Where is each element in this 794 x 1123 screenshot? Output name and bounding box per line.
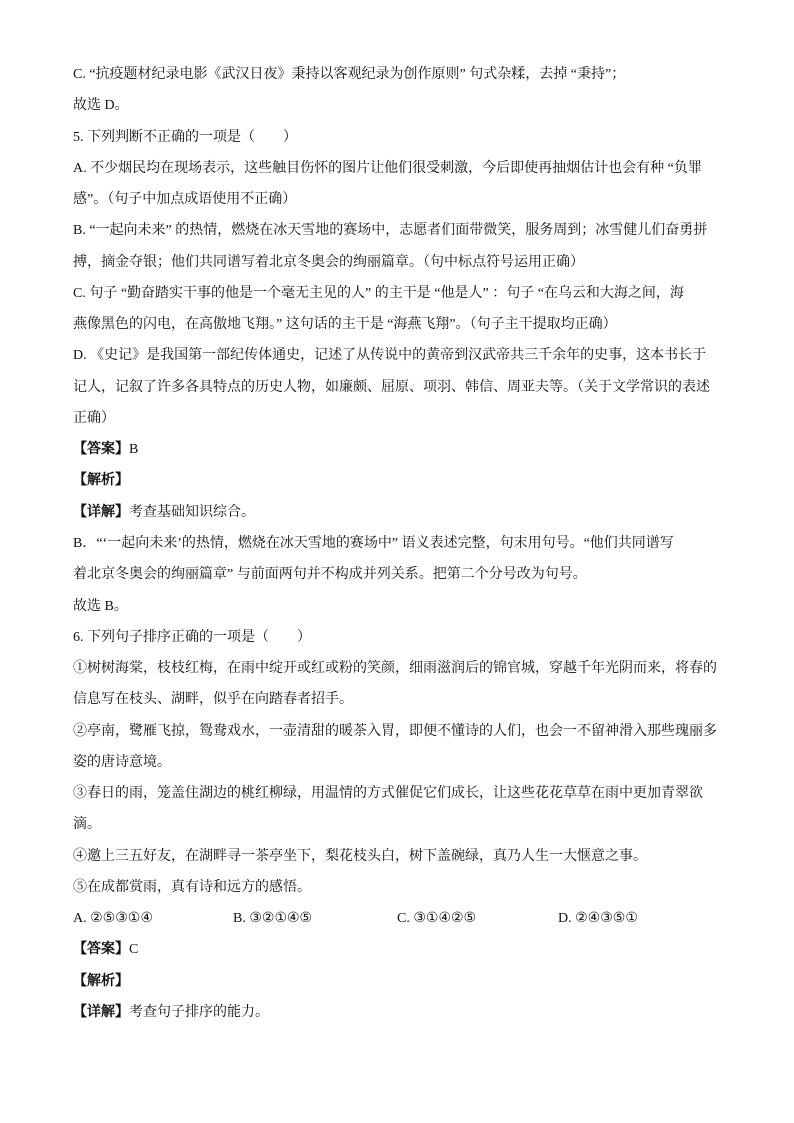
option-line: B. “一起向未来” 的热情，燃烧在冰天雪地的赛场中，志愿者们面带微笑，服务周到；冰雪健儿们奋勇拼 — [73, 223, 708, 239]
answer-label: 【答案】 — [73, 942, 129, 958]
question6-sentence-2 — [73, 716, 733, 779]
detail-text: 考查句子排序的能力。 — [129, 1004, 269, 1020]
prev-option-c-explanation: C. “抗疫题材纪录电影《武汉日夜》秉持以客观纪录为创作原则” 句式杂糅，去掉 “秉持”； — [73, 67, 626, 82]
sentence-line: 信息写在枝头、湖畔，似乎在向踏春者招手。 — [73, 692, 353, 708]
answer-value: B — [129, 442, 139, 458]
question6-sentence-3 — [73, 778, 733, 841]
question6-analysis — [73, 966, 733, 997]
option-line: 搏，摘金夺银；他们共同谱写着北京冬奥会的绚丽篇章。（句中标点符号运用正确） — [73, 254, 584, 270]
question6-sentence-5 — [73, 872, 733, 903]
question5-conclusion: 故选 B。 — [73, 598, 128, 614]
analysis-label: 【解析】 — [73, 973, 129, 989]
question6-stem: 6. 下列句子排序正确的一项是（ ） — [73, 629, 311, 645]
prev-conclusion: 故选 D。 — [73, 98, 129, 114]
question6-option-b: B. ③②①④⑤ — [233, 911, 313, 927]
option-line: 正确） — [73, 410, 115, 426]
option-line: A. 不少烟民均在现场表示，这些触目伤怀的图片让他们很受刺激，今后即使再抽烟估计也会有种 “负罪 — [73, 160, 702, 176]
detail-label: 【详解】 — [73, 1004, 129, 1020]
option-line: 记人，记叙了许多各具特点的历史人物，如廉颇、屈原、项羽、韩信、周亚夫等。（关于文学常识的表述 — [73, 379, 710, 395]
document-page — [73, 59, 733, 1028]
question6-option-c: C. ③①④②⑤ — [397, 911, 477, 927]
detail-text: 考查基础知识综合。 — [129, 504, 255, 520]
sentence-line: ③春日的雨，笼盖住湖边的桃红柳绿，用温情的方式催促它们成长，让这些花花草草在雨中更加青翠欲 — [73, 786, 703, 802]
question5-stem: 5. 下列判断不正确的一项是（ ） — [73, 129, 297, 145]
question6-option-d: D. ②④③⑤① — [558, 911, 638, 927]
analysis-label: 【解析】 — [73, 473, 129, 489]
question5-detail-line: 着北京冬奥会的绚丽篇章” 与前面两句并不构成并列关系。把第二个分号改为句号。 — [73, 567, 587, 583]
answer-value: C — [129, 942, 139, 958]
question5-option-a — [73, 153, 733, 216]
sentence-line: ⑤在成都赏雨，真有诗和远方的感悟。 — [73, 879, 311, 895]
question5-option-c — [73, 278, 733, 341]
question5-answer — [73, 434, 733, 465]
sentence-line: 滴。 — [73, 817, 101, 833]
option-line: C. 句子 “勤奋踏实干事的他是一个毫无主见的人” 的主干是 “他是人” ：句子 “在乌云和大海之间，海 — [73, 285, 684, 301]
question6-sentence-1 — [73, 653, 733, 716]
sentence-line: ②亭南，鹭雁飞掠，鸳鸯戏水，一壶清甜的暖茶入胃，即便不懂诗的人们，也会一不留神滑入那些瑰丽多 — [73, 723, 717, 739]
option-line: 感”。（句子中加点成语使用不正确） — [73, 192, 297, 208]
answer-label: 【答案】 — [73, 442, 129, 458]
question5-detail — [73, 497, 733, 528]
option-line: D. 《史记》是我国第一部纪传体通史，记述了从传说中的黄帝到汉武帝共三千余年的史事，这本书长于 — [73, 348, 707, 364]
question5-detail-line: B．“‘一起向未来’的热情，燃烧在冰天雪地的赛场中” 语义表述完整，句末用句号。“他们共同谱写 — [73, 535, 674, 551]
question5-analysis — [73, 465, 733, 496]
question5-option-b — [73, 215, 733, 278]
question6-answer — [73, 934, 733, 965]
sentence-line: 姿的唐诗意境。 — [73, 754, 171, 770]
question5-option-d — [73, 340, 733, 434]
question6-detail — [73, 997, 733, 1028]
question6-option-a: A. ②⑤③①④ — [73, 911, 153, 927]
sentence-line: ①树树海棠，枝枝红梅，在雨中绽开或红或粉的笑颜，细雨滋润后的锦官城，穿越千年光阴而来，将春的 — [73, 661, 717, 677]
sentence-line: ④邀上三五好友，在湖畔寻一茶亭坐下，梨花枝头白，树下盖碗绿，真乃人生一大惬意之事。 — [73, 848, 647, 864]
question6-options — [73, 903, 733, 934]
detail-label: 【详解】 — [73, 504, 129, 520]
question6-sentence-4 — [73, 841, 733, 872]
option-line: 燕像黑色的闪电，在高傲地飞翔。” 这句话的主干是 “海燕飞翔”。（句子主干提取均正确） — [73, 317, 617, 333]
